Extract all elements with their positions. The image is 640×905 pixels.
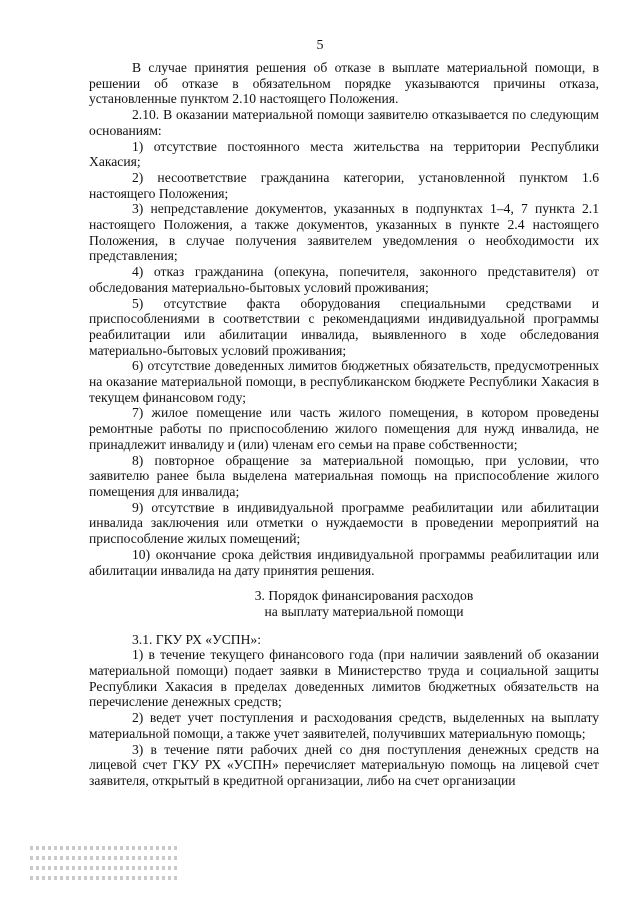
list-item: 3) в течение пяти рабочих дней со дня поступления денежных средств на лицевой счет ГКУ РХ «УСПН» перечисляет материальную помощь на лицевой счет заявителя, открытый в кредитной организации, либо на счет организации [89, 741, 599, 788]
list-item: 1) отсутствие постоянного места жительства на территории Республики Хакасия; [89, 138, 599, 170]
list-item: 7) жилое помещение или часть жилого помещения, в котором проведены ремонтные работы по приспособлению жилого помещения для нужд инвалида, не принадлежит инвалиду и (или) членам его семьи на праве собственности; [89, 405, 599, 452]
section-heading-line-1: 3. Порядок финансирования расходов [254, 588, 474, 604]
list-item: 1) в течение текущего финансового года (при наличии заявлений об оказании материальной помощи) подает заявки в Министерство труда и социальной защиты Республики Хакасия в пределах доведенных лимитов бюджетных обязательств на перечисление денежных средств; [89, 647, 599, 710]
section-heading [89, 588, 599, 619]
list-item: 6) отсутствие доведенных лимитов бюджетных обязательств, предусмотренных на оказание материальной помощи, в республиканском бюджете Республики Хакасия в текущем финансовом году; [89, 358, 599, 405]
document-body [89, 60, 599, 789]
list-item: 5) отсутствие факта оборудования специальными средствами и приспособлениями в соответствии с рекомендациями индивидуальной программы реабилитации или абилитации инвалида, выявленного в ходе обследования материально-бытовых условий проживания; [89, 295, 599, 358]
list-item: 2) ведет учет поступления и расходования средств, выделенных на выплату материальной помощи, а также учет заявителей, получивших материальную помощь; [89, 710, 599, 741]
paragraph-refusal-decision: В случае принятия решения об отказе в выплате материальной помощи, в решении об отказе в обязательном порядке указываются причины отказа, установленные пунктом 2.10 настоящего Положения. [89, 60, 599, 107]
list-item: 9) отсутствие в индивидуальной программе реабилитации или абилитации инвалида заключения или отметки о нуждаемости в проведении мероприятий на приспособление жилых помещений; [89, 499, 599, 547]
list-item: 4) отказ гражданина (опекуна, попечителя, законного представителя) от обследования материально-бытовых условий проживания; [89, 264, 599, 295]
stamp-line [30, 846, 180, 850]
page-number: 5 [316, 38, 324, 53]
faint-stamp [30, 846, 180, 890]
paragraph-2-10: 2.10. В оказании материальной помощи заявителю отказывается по следующим основаниям: [89, 107, 599, 138]
paragraph-3-1: 3.1. ГКУ РХ «УСПН»: [132, 631, 261, 647]
stamp-line [30, 876, 180, 880]
stamp-line [30, 866, 180, 870]
list-item: 8) повторное обращение за материальной помощью, при условии, что заявителю ранее была выделена материальная помощь на приспособление жилого помещения для инвалида; [89, 452, 599, 499]
section-heading-line-2: на выплату материальной помощи [264, 603, 464, 619]
list-item: 10) окончание срока действия индивидуальной программы реабилитации или абилитации инвалида на дату принятия решения. [89, 546, 599, 578]
list-item: 2) несоответствие гражданина категории, установленной пунктом 1.6 настоящего Положения; [89, 169, 599, 201]
list-item: 3) непредставление документов, указанных в подпунктах 1–4, 7 пункта 2.1 настоящего Положения, а также документов, указанных в пункте 2.4 настоящего Положения, в случае получения заявителем уведомления о необходимости их представления; [89, 201, 599, 264]
stamp-line [30, 856, 180, 860]
